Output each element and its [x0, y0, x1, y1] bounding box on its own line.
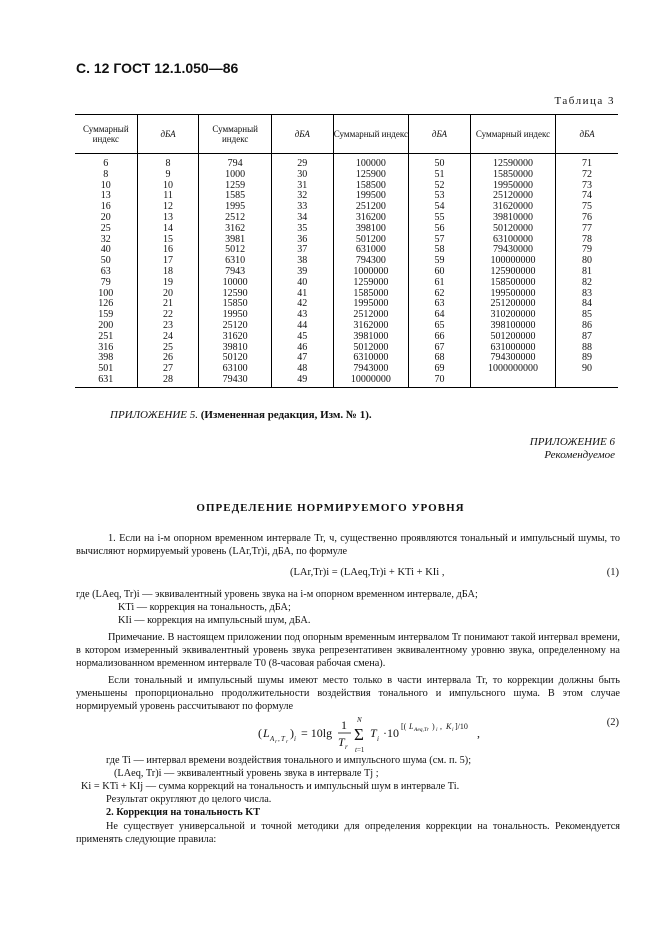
table-cell: 18	[137, 267, 199, 278]
table-cell: 125900000	[470, 267, 555, 278]
table-cell: 57	[409, 235, 471, 246]
table-cell: 11	[137, 191, 199, 202]
table-cell: 50	[100, 255, 111, 267]
table-row	[75, 181, 618, 192]
table-cell: 7943	[199, 267, 271, 278]
table-cell: 36	[271, 235, 333, 246]
table-cell: 50	[409, 154, 471, 170]
svg-text:T: T	[338, 735, 345, 749]
table-cell: 62	[409, 289, 471, 300]
table-cell: 1000000	[333, 267, 408, 278]
table-cell: 42	[271, 299, 333, 310]
table-cell: 58	[409, 245, 471, 256]
table-cell: 41	[271, 289, 333, 300]
table-cell: 158500	[333, 181, 408, 192]
table-cell: 1995000	[333, 299, 408, 310]
where-6: Ki = KTi + KIj — сумма коррекций на тональность и импульсный шум в интервале Ti.	[81, 781, 460, 792]
table-cell: 1995	[199, 202, 271, 213]
table-row	[75, 375, 618, 387]
table-cell: 19950000	[470, 181, 555, 192]
formula-2	[256, 712, 486, 758]
svg-text:Σ: Σ	[354, 725, 364, 744]
table-cell: 21	[137, 299, 199, 310]
svg-text:i: i	[436, 727, 438, 733]
table-note	[110, 409, 372, 421]
table-cell: 7943000	[333, 364, 408, 375]
column-header: дБА	[137, 115, 199, 154]
table-row	[75, 299, 618, 310]
table-cell: 1000	[199, 170, 271, 181]
where-3: KIi — коррекция на импульсный шум, дБА.	[118, 615, 311, 626]
note-prefix: ПРИЛОЖЕНИЕ 5.	[110, 409, 198, 421]
svg-text:i: i	[452, 727, 454, 733]
table-cell: 34	[271, 213, 333, 224]
table-row	[75, 235, 618, 246]
table-cell: 63	[100, 265, 111, 277]
table-row	[75, 256, 618, 267]
svg-text:t=1: t=1	[355, 746, 365, 754]
table-cell: 63100000	[470, 235, 555, 246]
table-cell: 68	[409, 353, 471, 364]
svg-text:L: L	[409, 722, 414, 731]
table-cell: 44	[271, 321, 333, 332]
table-cell: 398100000	[470, 321, 555, 332]
table-row	[75, 170, 618, 181]
table-cell	[556, 375, 618, 387]
table-cell: 56	[409, 224, 471, 235]
table-row	[75, 267, 618, 278]
table-cell: 51	[409, 170, 471, 181]
table-cell: 26	[137, 353, 199, 364]
table-cell: 31	[271, 181, 333, 192]
table-cell: 22	[137, 310, 199, 321]
table-cell: 125900	[333, 170, 408, 181]
table-cell: 14	[137, 224, 199, 235]
table-cell: 199500	[333, 191, 408, 202]
formula-2-number: (2)	[606, 717, 619, 728]
table-cell: 100000	[333, 154, 408, 170]
svg-text:,: ,	[440, 722, 442, 731]
table-cell: 40	[100, 244, 111, 256]
svg-text:K: K	[446, 722, 452, 731]
table-cell: 20	[137, 289, 199, 300]
column-header: дБА	[409, 115, 471, 154]
table-cell: 66	[409, 332, 471, 343]
table-cell: 87	[556, 332, 618, 343]
table-cell: 37	[271, 245, 333, 256]
table-cell: 81	[556, 267, 618, 278]
table-cell: 6310000	[333, 353, 408, 364]
table-cell: 251	[98, 330, 114, 342]
table-cell: 501200	[333, 235, 408, 246]
table-cell: 10000	[199, 278, 271, 289]
table-cell: 10	[137, 181, 199, 192]
table-cell: 25	[137, 343, 199, 354]
table-row	[75, 224, 618, 235]
table-cell: 50120000	[470, 224, 555, 235]
table-cell: 90	[556, 364, 618, 375]
table-cell: 67	[409, 343, 471, 354]
table-cell: 52	[409, 181, 471, 192]
table-cell: 310200000	[470, 310, 555, 321]
table-cell: 63100	[199, 364, 271, 375]
paragraph-4: Не существует универсальной и точной методики для определения коррекции на тональность. Рекомендуется применять следующие правила:	[76, 821, 620, 845]
svg-text:): )	[432, 722, 435, 731]
table-row	[75, 343, 618, 354]
table-cell: 32	[271, 191, 333, 202]
appendix-status: Рекомендуемое	[544, 449, 615, 461]
table-cell: 398	[98, 352, 114, 364]
table-header-row	[75, 115, 618, 154]
where-1: где (LAeq, Tr)i — эквивалентный уровень звука на i-м опорном временном интервале, дБА;	[76, 589, 478, 600]
where-2: KTi — коррекция на тональность, дБА;	[118, 602, 291, 613]
table-row	[75, 289, 618, 300]
table-cell: 64	[409, 310, 471, 321]
table-cell: 6	[103, 158, 109, 169]
where-5: (LAeq, Tr)i — эквивалентный уровень звука в интервале Tj ;	[114, 768, 379, 779]
svg-text:]/10: ]/10	[455, 722, 468, 731]
table-cell: 1259000	[333, 278, 408, 289]
table-cell: 12590000	[470, 154, 555, 170]
table-cell: 126	[98, 298, 114, 310]
svg-text:r: r	[286, 739, 289, 745]
table-cell: 83	[556, 289, 618, 300]
table-row	[75, 191, 618, 202]
table-cell: 316200	[333, 213, 408, 224]
svg-text:,: ,	[477, 726, 480, 740]
table-cell: 40	[271, 278, 333, 289]
table-cell: 86	[556, 321, 618, 332]
table-cell: 9	[137, 170, 199, 181]
table-cell: 16	[137, 245, 199, 256]
table-row	[75, 364, 618, 375]
table-cell: 79430	[199, 375, 271, 387]
table-cell: 19950	[199, 310, 271, 321]
table-cell: 79430000	[470, 245, 555, 256]
table-cell: 55	[409, 213, 471, 224]
svg-text:[(: [(	[401, 722, 407, 731]
column-header: Суммарный индекс	[199, 115, 271, 154]
table-row	[75, 332, 618, 343]
svg-text:A: A	[270, 735, 275, 743]
svg-text:(: (	[258, 726, 262, 740]
paragraph-3: 2. Коррекция на тональность KT	[106, 807, 261, 818]
note-text: (Измененная редакция, Изм. № 1).	[197, 409, 372, 421]
table-cell: 3981000	[333, 332, 408, 343]
formula-1-number: (1)	[606, 567, 619, 578]
svg-text:): )	[290, 726, 294, 740]
table-3	[75, 114, 618, 388]
table-cell: 35	[271, 224, 333, 235]
table-row	[75, 245, 618, 256]
table-cell: 47	[271, 353, 333, 364]
column-header: Суммарный индекс	[333, 115, 408, 154]
table-cell: 251200000	[470, 299, 555, 310]
table-cell: 39810	[199, 343, 271, 354]
table-cell: 59	[409, 256, 471, 267]
svg-text:T: T	[370, 726, 377, 740]
table-cell: 199500000	[470, 289, 555, 300]
column-header: дБА	[271, 115, 333, 154]
table-cell: 2512	[199, 213, 271, 224]
table-cell: 12590	[199, 289, 271, 300]
table-cell: 46	[271, 343, 333, 354]
table-cell: 23	[137, 321, 199, 332]
table-cell: 84	[556, 299, 618, 310]
table-cell: 15	[137, 235, 199, 246]
svg-text:i: i	[377, 735, 379, 743]
table-cell: 25120	[199, 321, 271, 332]
table-cell: 63	[409, 299, 471, 310]
table-row	[75, 202, 618, 213]
table-cell: 76	[556, 213, 618, 224]
svg-text:i: i	[294, 735, 296, 743]
svg-text:N: N	[357, 716, 362, 724]
table-cell: 631000	[333, 245, 408, 256]
table-cell: 89	[556, 353, 618, 364]
table-cell: 31620000	[470, 202, 555, 213]
table-cell: 54	[409, 202, 471, 213]
table-cell: 1000000000	[470, 364, 555, 375]
svg-text:,: ,	[278, 735, 280, 743]
table-cell: 70	[409, 375, 471, 387]
table-cell: 20	[100, 211, 111, 223]
where-7: Результат округляют до целого числа.	[106, 794, 272, 805]
table-cell: 2512000	[333, 310, 408, 321]
table-cell: 794	[199, 154, 271, 170]
table-cell: 159	[98, 309, 114, 321]
svg-text:·10: ·10	[383, 726, 399, 740]
table-cell: 69	[409, 364, 471, 375]
table-cell: 17	[137, 256, 199, 267]
table-row	[75, 321, 618, 332]
page-header: С. 12 ГОСТ 12.1.050—86	[76, 60, 239, 76]
table-cell: 3162	[199, 224, 271, 235]
table-cell: 48	[271, 364, 333, 375]
table-cell: 49	[271, 375, 333, 387]
table-cell: 3162000	[333, 321, 408, 332]
table-row	[75, 310, 618, 321]
table-cell: 79	[556, 245, 618, 256]
table-cell: 60	[409, 267, 471, 278]
table-cell: 72	[556, 170, 618, 181]
table-cell: 50120	[199, 353, 271, 364]
table-cell: 25	[100, 222, 111, 234]
column-header: Суммарный индекс	[75, 115, 137, 154]
table-cell: 24	[137, 332, 199, 343]
table-cell: 77	[556, 224, 618, 235]
table-cell: 631000000	[470, 343, 555, 354]
table-cell: 15850	[199, 299, 271, 310]
table-cell: 100	[98, 287, 114, 299]
table-cell: 158500000	[470, 278, 555, 289]
table-cell: 6310	[199, 256, 271, 267]
table-row	[75, 278, 618, 289]
table-cell: 33	[271, 202, 333, 213]
table-cell: 65	[409, 321, 471, 332]
svg-text:1: 1	[341, 718, 347, 732]
table-cell: 15850000	[470, 170, 555, 181]
table-cell: 3981	[199, 235, 271, 246]
table-cell: 501	[98, 363, 114, 375]
formula-1: (LAr,Tr)i = (LAeq,Tr)i + KTi + KIi ,	[290, 567, 445, 578]
svg-text:L: L	[263, 726, 270, 740]
table-cell: 39810000	[470, 213, 555, 224]
table-cell: 74	[556, 191, 618, 202]
table-cell: 80	[556, 256, 618, 267]
table-cell: 78	[556, 235, 618, 246]
table-cell: 1585	[199, 191, 271, 202]
table-cell: 19	[137, 278, 199, 289]
table-cell: 73	[556, 181, 618, 192]
table-cell: 1585000	[333, 289, 408, 300]
section-title: ОПРЕДЕЛЕНИЕ НОРМИРУЕМОГО УРОВНЯ	[196, 502, 465, 514]
table-cell: 16	[100, 201, 111, 213]
column-header: Суммарный индекс	[470, 115, 555, 154]
table-cell: 12	[137, 202, 199, 213]
table-cell: 39	[271, 267, 333, 278]
table-cell: 29	[271, 154, 333, 170]
table-cell: 53	[409, 191, 471, 202]
table-cell: 27	[137, 364, 199, 375]
paragraph-2: Если тональный и импульсный шумы имеют место только в части интервала Tr, то коррекции должны быть уменьшены пропорционально продолжительности воздействия тонального и импульсного шума. В этом случае нормируемый уровень рассчитывают по формуле	[76, 675, 620, 712]
table-cell: 38	[271, 256, 333, 267]
table-cell: 501200000	[470, 332, 555, 343]
where-4: где Ti — интервал времени воздействия тонального и импульсного шума (см. п. 5);	[106, 755, 472, 766]
table-cell: 794300000	[470, 353, 555, 364]
table-cell: 8	[103, 168, 109, 180]
table-cell: 82	[556, 278, 618, 289]
table-cell: 13	[137, 213, 199, 224]
table-cell: 79	[100, 276, 111, 288]
svg-text:r: r	[275, 739, 278, 745]
paragraph-1: 1. Если на i-м опорном временном интервале Tr, ч, существенно проявляются тональный и импульсный шумы, то вычисляют нормируемый уровень (LAr,Tr)i, дБА, по формуле	[76, 533, 620, 557]
table-cell: 631	[75, 375, 137, 387]
table-caption: Таблица 3	[554, 95, 615, 107]
table-cell: 10	[100, 179, 111, 191]
table-cell: 28	[137, 375, 199, 387]
column-header: дБА	[556, 115, 618, 154]
table-cell: 5012	[199, 245, 271, 256]
svg-text:r: r	[345, 743, 348, 751]
svg-text:= 10lg: = 10lg	[301, 726, 333, 740]
table-cell: 30	[271, 170, 333, 181]
note-paragraph: Примечание. В настоящем приложении под опорным временным интервалом Tr понимают такой интервал времени, в котором измеренный эквивалентный уровень звука репрезентативен эквивалентному уровню звука, определенному на нормализованном временном интервале T0 (8-часовая рабочая смена).	[76, 632, 620, 669]
table-cell: 31620	[199, 332, 271, 343]
table-cell: 13	[100, 190, 111, 202]
table-cell: 794300	[333, 256, 408, 267]
table-cell: 75	[556, 202, 618, 213]
table-cell: 10000000	[333, 375, 408, 387]
table-cell: 316	[98, 341, 114, 353]
table-cell: 398100	[333, 224, 408, 235]
table-cell: 45	[271, 332, 333, 343]
table-cell: 71	[556, 154, 618, 170]
table-cell: 5012000	[333, 343, 408, 354]
table-cell: 25120000	[470, 191, 555, 202]
table-cell: 200	[98, 319, 114, 331]
table-cell: 61	[409, 278, 471, 289]
svg-text:Aeq,Tr: Aeq,Tr	[414, 727, 429, 733]
svg-text:T: T	[281, 735, 285, 743]
appendix-label	[530, 436, 615, 462]
table-cell	[470, 375, 555, 387]
table-cell: 32	[100, 233, 111, 245]
table-cell: 88	[556, 343, 618, 354]
table-cell: 251200	[333, 202, 408, 213]
table-row	[75, 213, 618, 224]
table-cell: 100000000	[470, 256, 555, 267]
table-cell: 1259	[199, 181, 271, 192]
table-cell: 43	[271, 310, 333, 321]
table-row	[75, 154, 618, 170]
table-cell: 85	[556, 310, 618, 321]
appendix-number: ПРИЛОЖЕНИЕ 6	[529, 436, 615, 448]
table-cell: 8	[137, 154, 199, 170]
